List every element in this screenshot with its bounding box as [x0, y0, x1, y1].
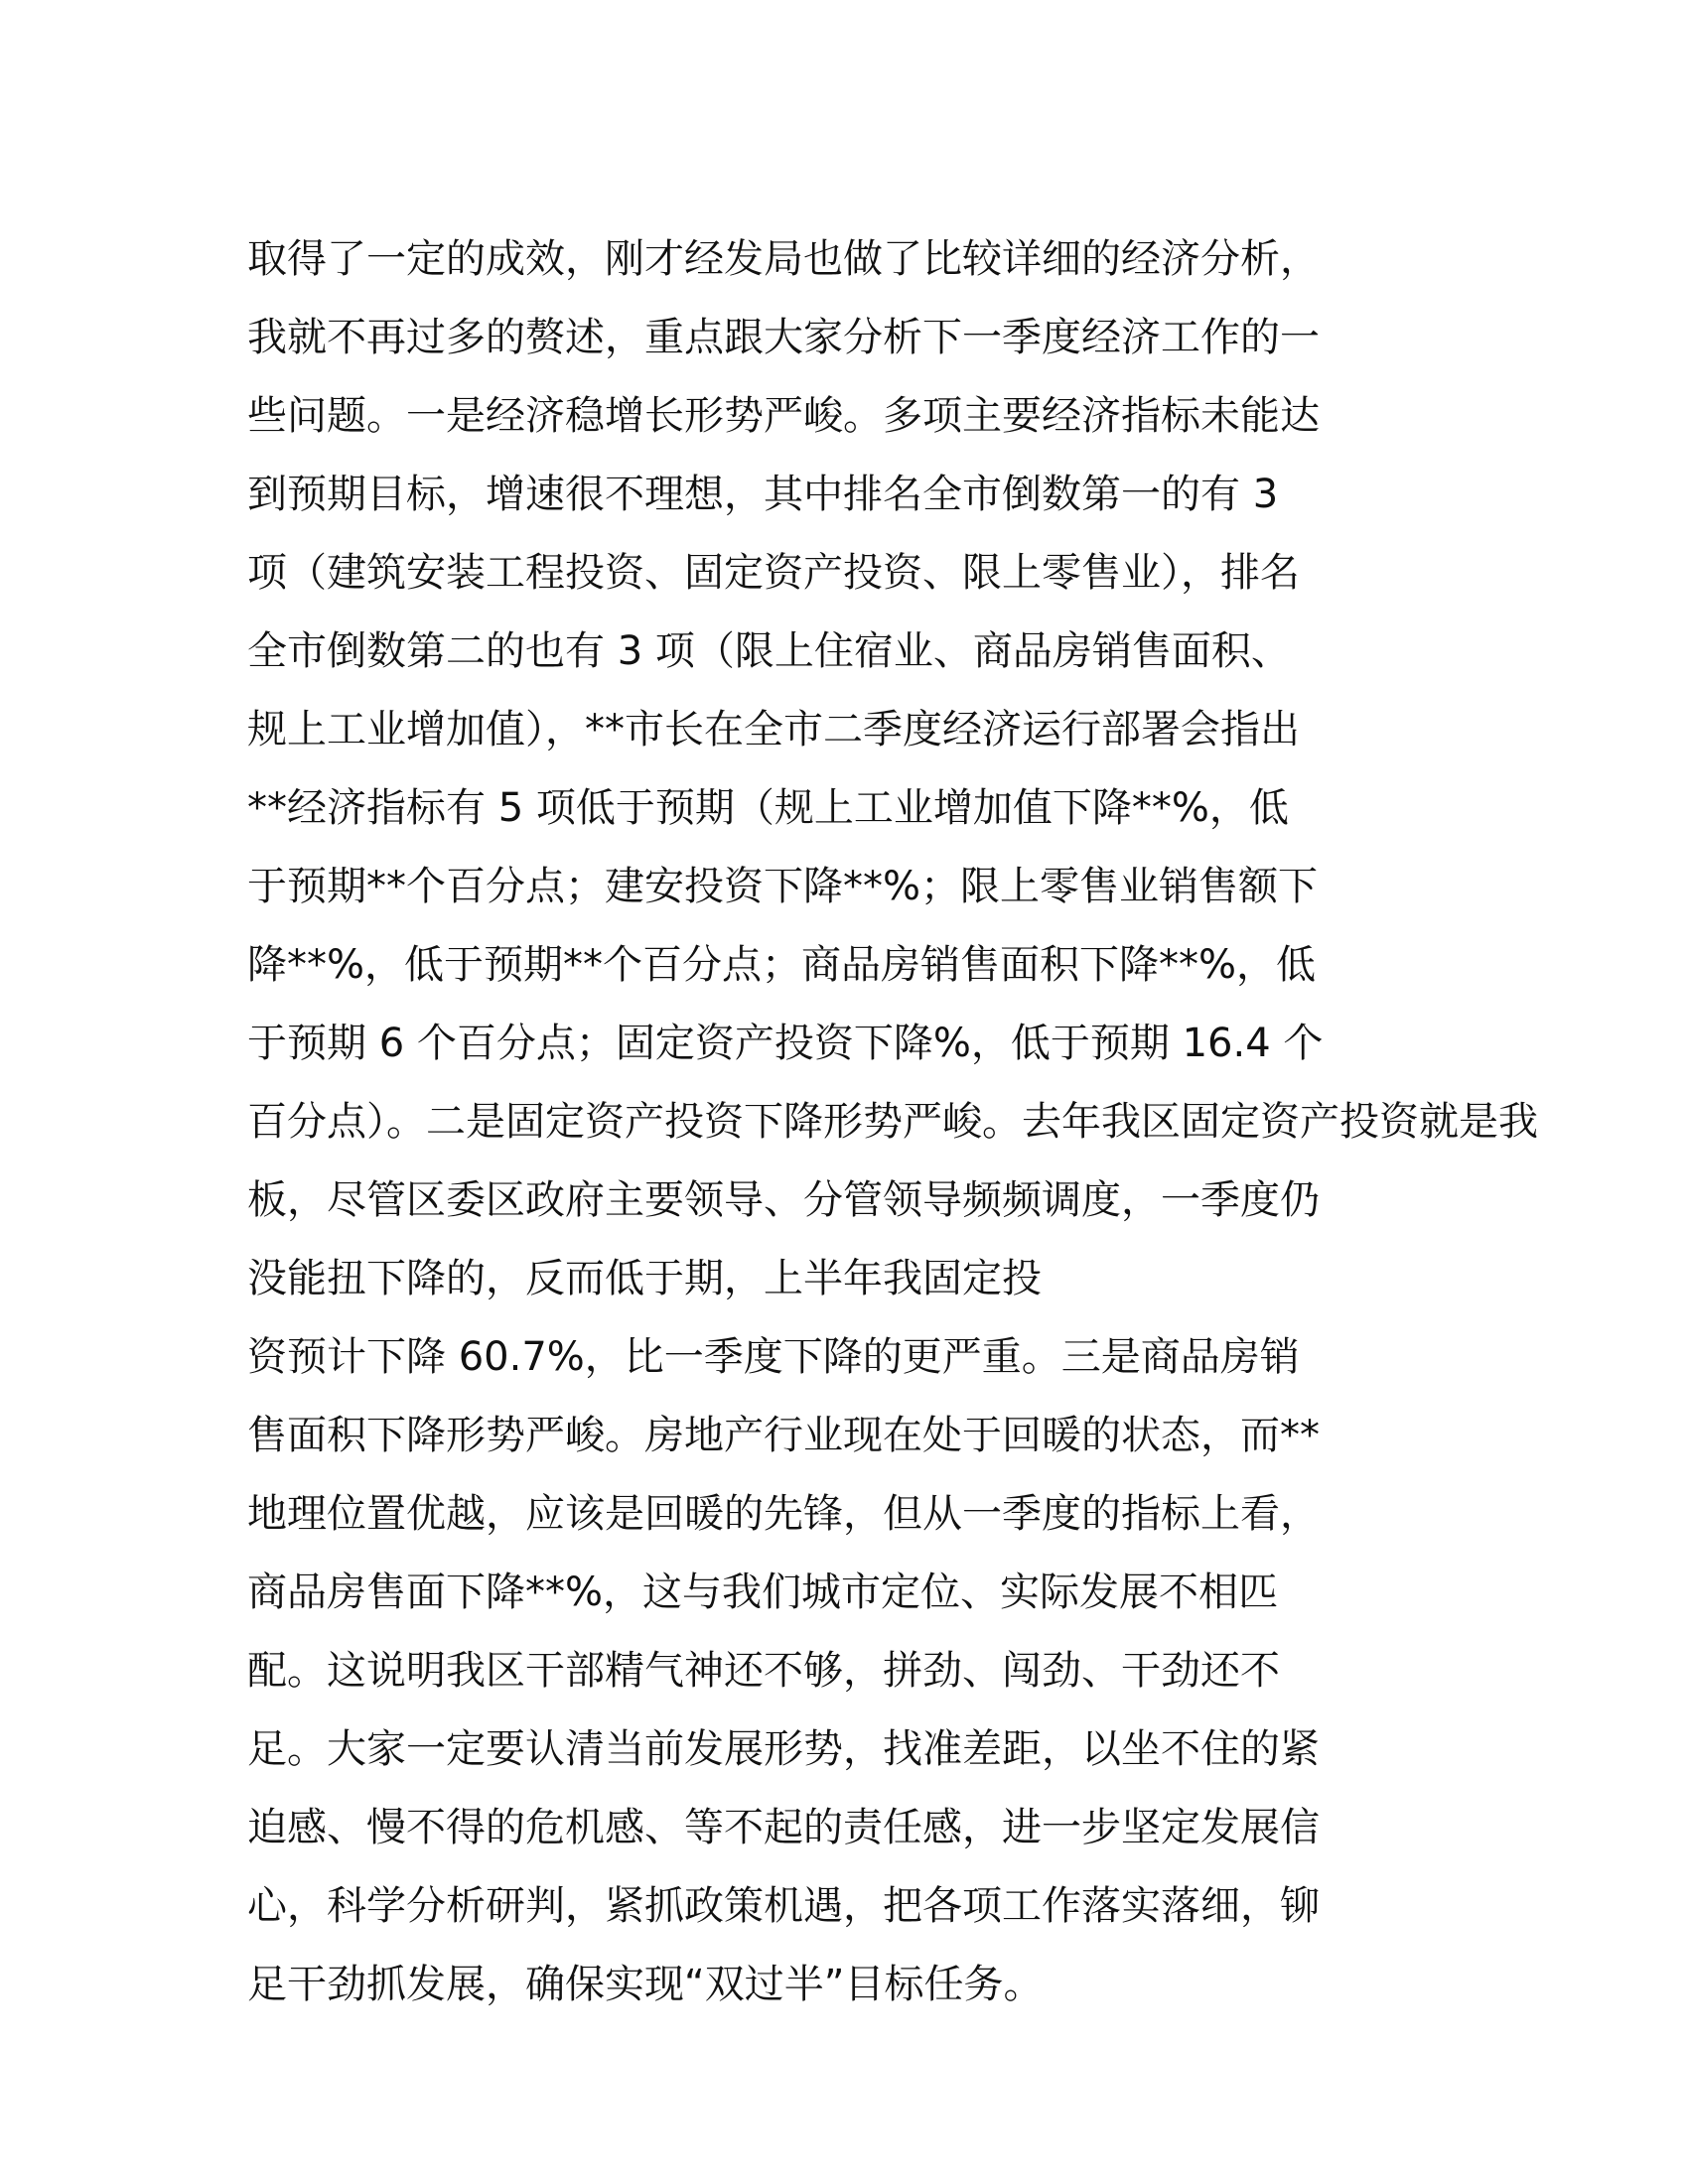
text-line-4: 到预期目标，增速很不理想，其中排名全市倒数第一的有 3	[247, 472, 1279, 517]
text-line-21: 迫感、慢不得的危机感、等不起的责任感，进一步坚定发展信	[247, 1805, 1320, 1850]
text-line-5: 项（建筑安装工程投资、固定资产投资、限上零售业），排名	[247, 550, 1300, 596]
text-line-8: **经济指标有 5 项低于预期（规上工业增加值下降**%，低	[247, 785, 1289, 831]
text-line-12: 百分点）。二是固定资产投资下降形势严峻。去年我区固定资产投资就是我	[247, 1099, 1538, 1145]
text-line-20: 足。大家一定要认清当前发展形势，找准差距，以坐不住的紧	[247, 1726, 1320, 1772]
text-line-13: 板，尽管区委区政府主要领导、分管领导频频调度，一季度仍	[247, 1177, 1320, 1223]
text-line-19: 配。这说明我区干部精气神还不够，拼劲、闯劲、干劲还不	[247, 1648, 1280, 1694]
text-line-6: 全市倒数第二的也有 3 项（限上住宿业、商品房销售面积、	[247, 628, 1291, 674]
text-line-23: 足干劲抓发展，确保实现“双过半”目标任务。	[247, 1962, 1044, 2007]
text-line-18: 商品房售面下降**%，这与我们城市定位、实际发展不相匹	[247, 1570, 1279, 1615]
text-line-11: 于预期 6 个百分点；固定资产投资下降%，低于预期 16.4 个	[247, 1021, 1324, 1066]
text-line-2: 我就不再过多的赘述，重点跟大家分析下一季度经济工作的一	[247, 315, 1320, 360]
text-line-9: 于预期**个百分点；建安投资下降**%；限上零售业销售额下	[247, 864, 1319, 909]
text-line-16: 售面积下降形势严峻。房地产行业现在处于回暖的状态，而**	[247, 1413, 1320, 1458]
text-line-15: 资预计下降 60.7%，比一季度下降的更严重。三是商品房销	[247, 1334, 1300, 1380]
text-line-3: 些问题。一是经济稳增长形势严峻。多项主要经济指标未能达	[247, 393, 1320, 439]
text-line-10: 降**%，低于预期**个百分点；商品房销售面积下降**%，低	[247, 942, 1317, 988]
text-line-1: 取得了一定的成效，刚才经发局也做了比较详细的经济分析，	[247, 236, 1320, 282]
body-paragraph	[247, 220, 1688, 2024]
text-line-17: 地理位置优越，应该是回暖的先锋，但从一季度的指标上看，	[247, 1491, 1320, 1537]
text-line-22: 心，科学分析研判，紧抓政策机遇，把各项工作落实落细，铆	[247, 1883, 1320, 1929]
text-line-14: 没能扭下降的，反而低于期，上半年我固定投	[247, 1256, 1042, 1301]
text-line-7: 规上工业增加值），**市长在全市二季度经济运行部署会指出	[247, 707, 1300, 752]
